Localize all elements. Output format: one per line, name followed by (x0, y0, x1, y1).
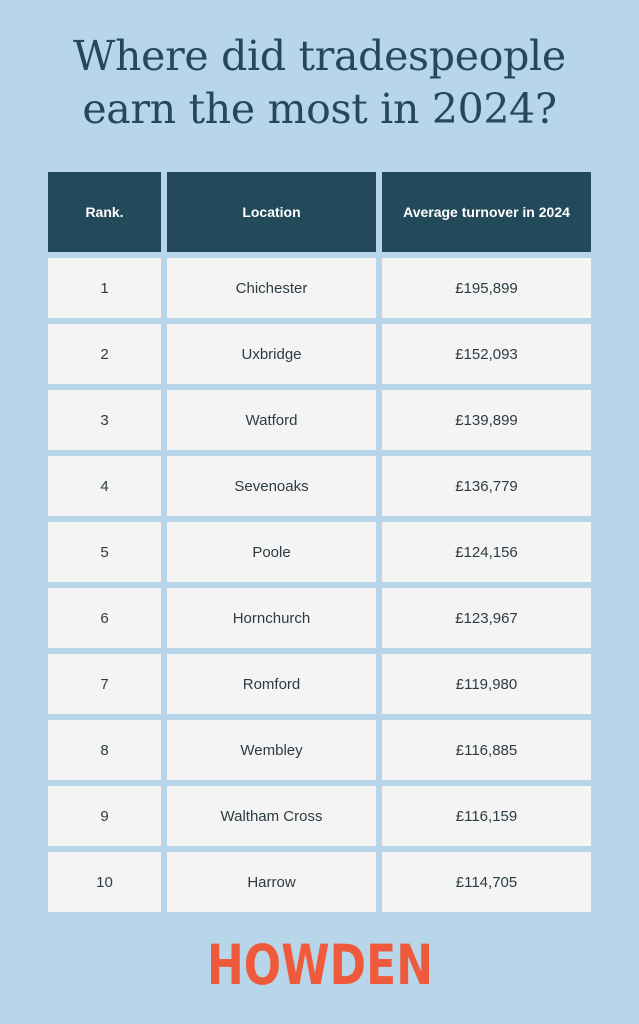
location-cell: Chichester (167, 258, 376, 318)
rank-cell: 7 (48, 654, 161, 714)
rank-cell: 10 (48, 852, 161, 912)
howden-wordmark-icon (205, 933, 435, 997)
table-row (48, 324, 591, 384)
rank-cell: 6 (48, 588, 161, 648)
turnover-cell: £116,885 (382, 720, 591, 780)
table-row (48, 390, 591, 450)
turnover-cell: £139,899 (382, 390, 591, 450)
ranking-table (48, 172, 591, 918)
table-row (48, 852, 591, 912)
rank-cell: 3 (48, 390, 161, 450)
location-cell: Hornchurch (167, 588, 376, 648)
svg-text:HOWDEN: HOWDEN (206, 933, 433, 997)
rank-cell: 8 (48, 720, 161, 780)
turnover-cell: £116,159 (382, 786, 591, 846)
turnover-cell: £114,705 (382, 852, 591, 912)
turnover-cell: £124,156 (382, 522, 591, 582)
table-header-row (48, 172, 591, 252)
header-location: Location (167, 172, 376, 252)
table-row (48, 258, 591, 318)
rank-cell: 9 (48, 786, 161, 846)
turnover-cell: £136,779 (382, 456, 591, 516)
table-row (48, 786, 591, 846)
location-cell: Sevenoaks (167, 456, 376, 516)
table-row (48, 654, 591, 714)
howden-logo (0, 933, 639, 997)
table-row (48, 456, 591, 516)
turnover-cell: £123,967 (382, 588, 591, 648)
header-turnover: Average turnover in 2024 (382, 172, 591, 252)
title-line-2: earn the most in 2024? (82, 85, 557, 133)
turnover-cell: £195,899 (382, 258, 591, 318)
table-row (48, 588, 591, 648)
turnover-cell: £119,980 (382, 654, 591, 714)
rank-cell: 1 (48, 258, 161, 318)
page-title (0, 30, 639, 136)
rank-cell: 4 (48, 456, 161, 516)
rank-cell: 5 (48, 522, 161, 582)
location-cell: Harrow (167, 852, 376, 912)
location-cell: Romford (167, 654, 376, 714)
title-line-1: Where did tradespeople (73, 32, 566, 80)
turnover-cell: £152,093 (382, 324, 591, 384)
location-cell: Uxbridge (167, 324, 376, 384)
header-rank: Rank. (48, 172, 161, 252)
location-cell: Watford (167, 390, 376, 450)
location-cell: Poole (167, 522, 376, 582)
table-row (48, 522, 591, 582)
rank-cell: 2 (48, 324, 161, 384)
location-cell: Waltham Cross (167, 786, 376, 846)
location-cell: Wembley (167, 720, 376, 780)
table-row (48, 720, 591, 780)
